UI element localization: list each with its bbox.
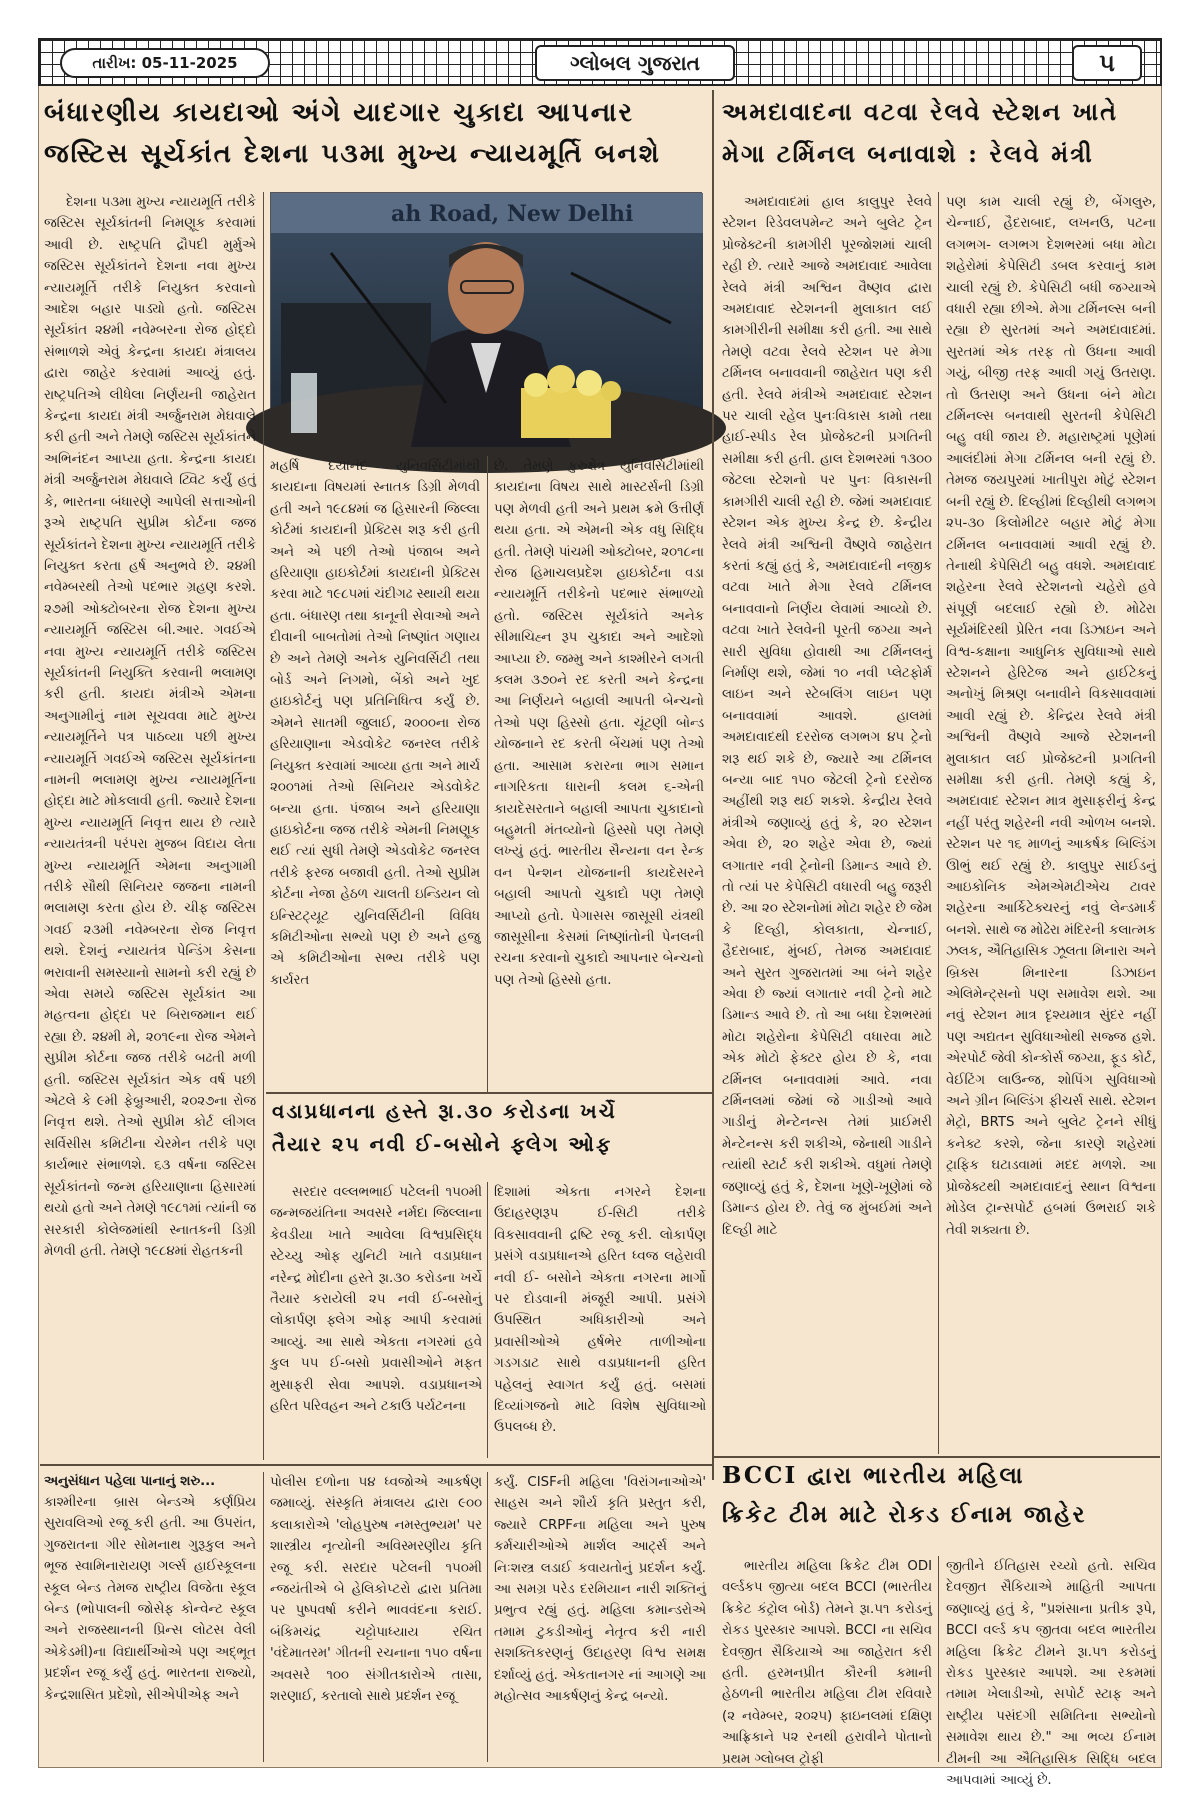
story2-column-1-text: અમદાવાદમાં હાલ કાલુપુર રેલવે સ્ટેશન રિડેવલપમેન્ટ અને બુલેટ ટ્રેન પ્રોજેક્ટની કામગીરી પૂરજોશમાં ચાલી રહી છે. ત્યારે આજે અમદાવાદ આવેલા રેલવે મંત્રી અશ્વિન વૈષ્ણવ દ્વારા અમદાવાદ સ્ટેશનની મુલાકાત લઈ કામગીરીની સમીક્ષા કરી હતી. આ સાથે તેમણે વટવા રેલવે સ્ટેશન પર મેગા ટર્મિનલ બનાવવાની જાહેરાત પણ કરી હતી. રેલવે મંત્રીએ અમદાવાદ સ્ટેશન પર ચાલી રહેલ પુનઃવિકાસ કામો તથા હાઈ-સ્પીડ રેલ પ્રોજેક્ટની પ્રગતિની સમીક્ષા કરી હતી. હાલ દેશભરમાં ૧૩૦૦ જેટલા સ્ટેશનો પર પુનઃ વિકાસની કામગીરી ચાલી રહી છે. જેમાં અમદાવાદ સ્ટેશન એક મુખ્ય કેન્દ્ર છે. કેન્દ્રીય રેલવે મંત્રી અશ્વિની વૈષ્ણવે જાહેરાત કરતાં કહ્યું હતું કે, અમદાવાદની નજીક વટવા ખાતે મેગા રેલવે ટર્મિનલ બનાવવાનો નિર્ણય લેવામાં આવ્યો છે. વટવા ખાતે રેલવેની પૂરતી જગ્યા અને સારી સુવિધા હોવાથી આ ટર્મિનલનું નિર્માણ થશે, જેમાં ૧૦ નવી પ્લેટફોર્મ લાઇન અને સ્ટેબલિંગ લાઇન પણ બનાવવામાં આવશે. હાલમાં અમદાવાદથી દરરોજ લગભગ ૪૫ ટ્રેનો શરૂ થઈ શકે છે, જ્યારે આ ટર્મિનલ બન્યા બાદ ૧૫૦ જેટલી ટ્રેનો દરરોજ અહીંથી શરૂ થઈ શકશે. કેન્દ્રીય રેલવે મંત્રીએ જણાવ્યું હતું કે, ૨૦ સ્ટેશન એવા છે, ૨૦ શહેર એવા છે, જ્યાં લગાતાર નવી ટ્રેનોની ડિમાન્ડ આવે છે. તો ત્યાં પર કેપેસિટી વધારવી બહુ જરૂરી છે. આ ૨૦ સ્ટેશનોમાં મોટા શહેર છે જેમ કે દિલ્હી, કોલકાતા, ચેન્નાઈ, હૈદરાબાદ, મુંબઈ, તેમજ અમદાવાદ અને સુરત ગુજરાતમાં આ બંને શહેર એવા છે જ્યાં લગાતાર નવી ટ્રેનો માટે ડિમાન્ડ આવે છે. તો આ બધા દેશભરમાં મોટા શહેરોના કેપેસિટી વધારવા માટે એક મોટો ફેક્ટર હોય છે કે, નવા ટર્મિનલ બનાવવામાં આવે. નવા ટર્મિનલમાં જેમાં જે ગાડીઓ આવે ગાડીનું મેન્ટેનન્સ તેમાં પ્રાઈમરી મેન્ટેનન્સ કરી શકીએ, જેનાથી ગાડીને ત્યાંથી સ્ટાર્ટ કરી શકીએ. વધુમાં તેમણે જણાવ્યું હતું કે, દેશના ખૂણે-ખૂણેમાં જે ડિમાન્ડ હોય છે. તેવું જ મુંબઈમાં અને દિલ્હી માટે xyxy=(722,195,932,1238)
story4-column-2 xyxy=(946,1556,1156,1789)
continued-column-2 xyxy=(270,1472,482,1762)
continued-column-2-text: પોલીસ દળોના ૫૪ ધ્વજોએ આકર્ષણ જમાવ્યું. સંસ્કૃતિ મંત્રાલય દ્વારા ૯૦૦ કલાકારોએ 'લોહપુરુષ નમસ્તુભ્યમ' પર શાસ્ત્રીય નૃત્યોની અવિસ્મરણીય કૃતિ રજૂ કરી. સરદાર પટેલની ૧૫૦મી ન્જયંતીએ બે હેલિકોપ્ટરો દ્વારા પ્રતિમા પર પુષ્પવર્ષા કરીને ભાવવંદના કરાઈ. બંકિમચંદ્ર ચટ્ટોપાધ્યાય રચિત 'વંદેમાતરમ' ગીતની રચનાના ૧૫૦ વર્ષના અવસરે ૧૦૦ સંગીતકારોએ તાસા, શરણાઈ, કરતાલો સાથે પ્રદર્શન રજૂ xyxy=(270,1475,482,1705)
story4-column-2-text: જીતીને ઈતિહાસ રચ્યો હતો. સચિવ દેવજીત સૈકિયાએ માહિતી આપતા જણાવ્યું હતું કે, "પ્રશંસાના પ્રતીક રૂપે, BCCI વર્લ્ડ કપ જીતવા બદલ ભારતીય મહિલા ક્રિકેટ ટીમને રૂા.૫૧ કરોડનું રોકડ પુરસ્કાર આપશે. આ રકમમાં તમામ ખેલાડીઓ, સપોર્ટ સ્ટાફ અને રાષ્ટ્રીય પસંદગી સમિતિના સભ્યોનો સમાવેશ થાય છે." આ ભવ્ય ઈનામ ટીમની આ ઐતિહાસિક સિદ્ધિ બદલ આપવામાં આવ્યું છે. xyxy=(946,1559,1156,1789)
section-rule xyxy=(714,1456,1160,1458)
story1-headline xyxy=(44,96,720,172)
story2-headline-line1: અમદાવાદના વટવા રેલવે સ્ટેશન ખાતે xyxy=(722,97,1118,126)
story2-column-2-text: પણ કામ ચાલી રહ્યું છે, બેંગલુરુ, ચેન્નાઈ, હૈદરાબાદ, લખનઉ, પટના લગભગ- લગભગ દેશભરમાં બધા મોટા શહેરોમાં કેપેસિટી ડબલ કરવાનું કામ ચાલી રહ્યું છે. કેપેસિટી બધી જગ્યાએ વધારી રહ્યા છીએ. મેગા ટર્મિનલ્સ બની રહ્યા છે સુરતમાં અને અમદાવાદમાં. સુરતમાં એક તરફ તો ઉધના આવી ગયું, બીજી તરફ આવી ગયું ઉતરાણ. તો ઉતરાણ અને ઉધના બંને મોટા ટર્મિનલ્સ બનવાથી સુરતની કેપેસિટી બહુ વધી જાય છે. મહારાષ્ટ્રમાં પૂણેમાં આલંદીમાં મેગા ટર્મિનલ બની રહ્યું છે. તેમજ જયપુરમાં ખાતીપુરા મોટું સ્ટેશન બની રહ્યું છે. દિલ્હીમાં દિલ્હીથી લગભગ ૨૫-૩૦ કિલોમીટર બહાર મોટું મેગા ટર્મિનલ બનાવવામાં આવી રહ્યું છે. તેનાથી કેપેસિટી બહુ વધશે. અમદાવાદ શહેરના રેલવે સ્ટેશનનો ચહેરો હવે સંપૂર્ણ બદલાઈ રહ્યો છે. મોઢેરા સૂર્યમંદિરથી પ્રેરિત નવા ડિઝાઇન અને વિશ્વ-કક્ષાના આધુનિક સુવિધાઓ સાથે સ્ટેશનને હેરિટેજ અને હાઈટેકનું અનોખું મિશ્રણ બનાવીને વિકસાવવામાં આવી રહ્યું છે. કેન્દ્રિય રેલવે મંત્રી અશ્વિની વૈષ્ણવે આજે સ્ટેશનની મુલાકાત લઈ પ્રોજેક્ટની પ્રગતિની સમીક્ષા કરી હતી. તેમણે કહ્યું કે, અમદાવાદ સ્ટેશન માત્ર મુસાફરીનું કેન્દ્ર નહીં પરંતુ શહેરની નવી ઓળખ બનશે. સ્ટેશન પર ૧૬ માળનું આકર્ષક બિલ્ડિંગ ઊભું થઈ રહ્યું છે. કાલુપુર સાઈડનું આઇકોનિક એમએમટીએચ ટાવર શહેરના આર્કિટેક્ચરનું નવું લેન્ડમાર્ક બનશે. સાથે જ મોઢેરા મંદિરની કલાત્મક ઝલક, ઐતિહાસિક ઝૂલતા મિનારા અને બ્રિક્સ મિનારના ડિઝાઇન એલિમેન્ટ્સનો પણ સમાવેશ થશે. આ નવું સ્ટેશન માત્ર દૃશ્યમાત્ર સુંદર નહીં પણ અદ્યતન સુવિધાઓથી સજ્જ હશે. એરપોર્ટ જેવી કોન્કોર્સ જગ્યા, ફૂડ કોર્ટ, વેઈટિંગ લાઉન્જ, શોપિંગ સુવિધાઓ અને ગ્રીન બિલ્ડિંગ ફીચર્સ સાથે. સ્ટેશન મેટ્રો, BRTS અને બુલેટ ટ્રેનને સીધું કનેક્ટ કરશે, જેના કારણે શહેરમાં ટ્રાફિક ઘટાડવામાં મદદ મળશે. આ પ્રોજેક્ટથી અમદાવાદનું સ્થાન વિશ્વના મોડેલ ટ્રાન્સપોર્ટ હબમાં ઉભરાઈ શકે તેવી શક્યતા છે. xyxy=(946,195,1156,1238)
story3-column-1 xyxy=(270,1182,482,1458)
story3-column-1-text: સરદાર વલ્લભભાઈ પટેલની ૧૫૦મી જન્મજયંતિના અવસરે નર્મદા જિલ્લાના કેવડીયા ખાતે આવેલા વિશ્વપ્રસિદ્ધ સ્ટેચ્યુ ઓફ યુનિટી ખાતે વડાપ્રધાન નરેન્દ્ર મોદીના હસ્તે રૂા.૩૦ કરોડના ખર્ચે તૈયાર કરાયેલી ૨૫ નવી ઈ-બસોનું લોકાર્પણ ફ્લેગ ઓફ આપી કરવામાં આવ્યું. આ સાથે એકતા નગરમાં હવે કુલ ૫૫ ઈ-બસો પ્રવાસીઓને મફત મુસાફરી સેવા આપશે. વડાપ્રધાનએ હરિત પરિવહન અને ટકાઉ પર્યટનના xyxy=(270,1185,482,1415)
story1-headline-line2: જસ્ટિસ સૂર્યકાંત દેશના ૫૩મા મુખ્ય ન્યાયમૂર્તિ બનશે xyxy=(44,139,661,170)
story1-column-1 xyxy=(44,192,256,1460)
section-rule xyxy=(40,1464,712,1466)
column-rule xyxy=(487,456,488,1092)
story2-column-1 xyxy=(722,192,932,1454)
story1-column-3 xyxy=(494,456,704,1092)
issue-date: તારીખ: 05-11-2025 xyxy=(60,48,270,78)
story3-headline xyxy=(272,1098,708,1158)
story4-headline xyxy=(722,1460,1158,1530)
story1-headline-line1: બંધારણીય કાયદાઓ અંગે યાદગાર ચુકાદા આપનાર xyxy=(44,98,634,128)
story2-headline xyxy=(722,96,1158,171)
photo-backdrop-text: ah Road, New Delhi xyxy=(391,201,634,227)
column-rule xyxy=(487,1182,488,1458)
story3-headline-line2: તૈયાર ૨૫ નવી ઈ-બસોને ફ્લેગ ઓફ xyxy=(272,1132,613,1156)
newspaper-title: ગ્લોબલ ગુજરાત xyxy=(535,45,735,81)
story4-headline-line1: BCCI દ્વારા ભારતીય મહિલા xyxy=(722,1462,1025,1489)
story1-column-2 xyxy=(270,456,480,1092)
section-rule xyxy=(266,1092,712,1094)
story1-column-3-text: છે. તેમણે કુરુક્ષેત્ર યુનિવર્સિટીમાંથી કાયદાના વિષય સાથે માસ્ટર્સની ડિગ્રી પણ મેળવી હતી અને પ્રથમ ક્રમે ઉત્તીર્ણ થયા હતા. એ એમની એક વધુ સિદ્ધિ હતી. તેમણે પાંચમી ઓક્ટોબર, ૨૦૧૮ના રોજ હિમાચલપ્રદેશ હાઇકોર્ટના વડા ન્યાયમૂર્તિ તરીકેનો પદભાર સંભાળ્યો હતો. જસ્ટિસ સૂર્યકાંતે અનેક સીમાચિહ્ન રૂપ ચુકાદા અને આદેશો આપ્યા છે. જમ્મુ અને કાશ્મીરને લગતી કલમ ૩૭૦ને રદ કરતી અને કેન્દ્રના આ નિર્ણયને બહાલી આપતી બેન્ચનો તેઓ પણ હિસ્સો હતા. ચૂંટણી બોન્ડ યોજનાને રદ કરતી બેંચમાં પણ તેઓ હતા. આસામ કરારના ભાગ સમાન નાગરિકતા ધારાની કલમ ૬-એની કાયદેસરતાને બહાલી આપતા ચુકાદાનો બહુમતી મંતવ્યોનો હિસ્સો પણ તેમણે લખ્યું હતું. ભારતીય સૈન્યના વન રેન્ક વન પેન્શન યોજનાની કાયદેસરને બહાલી આપતો ચુકાદો પણ તેમણે આપ્યો હતો. પેગાસસ જાસૂસી યંત્રથી જાસૂસીના કેસમાં નિષ્ણાંતોની પેનલની રચના કરવાનો ચુકાદો આપનાર બેન્ચનો પણ તેઓ હિસ્સો હતા. xyxy=(494,459,704,988)
story4-column-1-text: ભારતીય મહિલા ક્રિકેટ ટીમ ODI વર્લ્ડકપ જીત્યા બદલ BCCI (ભારતીય ક્રિકેટ કંટ્રોલ બોર્ડ) તેમને રૂા.૫૧ કરોડનું રોકડ પુરસ્કાર આપશે. BCCI ના સચિવ દેવજીત સૈકિયાએ આ જાહેરાત કરી હતી. હરમનપ્રીત કૌરની કમાની હેઠળની ભારતીય મહિલા ટીમ રવિવારે (૨ નવેમ્બર, ૨૦૨૫) ફાઇનલમાં દક્ષિણ આફ્રિકાને ૫૨ રનથી હરાવીને પોતાનો પ્રથમ ગ્લોબલ ટ્રોફી xyxy=(722,1559,932,1767)
column-rule xyxy=(938,192,939,1454)
continued-heading xyxy=(44,1472,256,1492)
justice-photo-illustration xyxy=(271,193,703,447)
justice-photo xyxy=(270,192,702,446)
continued-column-3 xyxy=(494,1472,706,1762)
story4-headline-line2: ક્રિકેટ ટીમ માટે રોકડ ઈનામ જાહેર xyxy=(722,1501,1087,1529)
story3-headline-line1: વડાપ્રધાનના હસ્તે રૂા.૩૦ કરોડના ખર્ચે xyxy=(272,1099,617,1123)
column-rule xyxy=(487,1472,488,1762)
story4-column-1 xyxy=(722,1556,932,1767)
story2-column-2 xyxy=(946,192,1156,1454)
story2-headline-line2: મેગા ટર્મિનલ બનાવાશે : રેલવે મંત્રી xyxy=(722,139,1094,169)
masthead xyxy=(38,38,1162,86)
story3-column-2-text: દિશામાં એકતા નગરને દેશના ઉદાહરણરૂપ ઈ-સિટી તરીકે વિકસાવવાની દ્રષ્ટિ રજૂ કરી. લોકાર્પણ પ્રસંગે વડાપ્રધાનએ હરિત ધ્વજ લહેરાવી નવી ઈ- બસોને એકતા નગરના માર્ગો પર દોડવાની મંજૂરી આપી. પ્રસંગે ઉપસ્થિત અધિકારીઓ અને પ્રવાસીઓએ હર્ષભેર તાળીઓના ગડગડાટ સાથે વડાપ્રધાનની હરિત પહેલનું સ્વાગત કર્યું હતું. બસમાં દિવ્યાંગજનો માટે વિશેષ સુવિધાઓ ઉપલબ્ધ છે. xyxy=(494,1185,706,1436)
column-rule xyxy=(263,192,264,1460)
story1-column-2-text: મહર્ષિ દયાનંદ યુનિવર્સિટીમાંથી કાયદાના વિષયમાં સ્નાતક ડિગ્રી મેળવી હતી અને ૧૯૮૪માં જ હિસારની જિલ્લા કોર્ટમાં કાયદાની પ્રેક્ટિસ શરૂ કરી હતી અને એ પછી તેઓ પંજાબ અને હરિયાણા હાઇકોર્ટમાં કાયદાની પ્રેક્ટિસ કરવા માટે ૧૯૮૫માં ચંદીગઢ સ્થાયી થયા હતા. બંધારણ તથા કાનૂની સેવાઓ અને દીવાની બાબતોમાં તેઓ નિષ્ણાંત ગણાય છે અને તેમણે અનેક યુનિવર્સિટી તથા બોર્ડ અને નિગમો, બેંકો અને ખુદ હાઇકોર્ટનું પણ પ્રતિનિધિત્વ કર્યું છે. એમને સાતમી જુલાઈ, ૨૦૦૦ના રોજ હરિયાણાના એડવોકેટ જનરલ તરીકે નિયુક્ત કરવામાં આવ્યા હતા અને માર્ચ ૨૦૦૧માં તેઓ સિનિયર એડવોકેટ બન્યા હતા. પંજાબ અને હરિયાણા હાઇકોર્ટના જજ તરીકે એમની નિમણૂક થઈ ત્યાં સુધી તેમણે એડવોકેટ જનરલ તરીકે ફરજ બજાવી હતી. તેઓ સુપ્રીમ કોર્ટના નેજા હેઠળ ચાલતી ઇન્ડિયન લો ઇન્સ્ટિટ્યૂટ યુનિવર્સિટીની વિવિધ કમિટીઓના સભ્યો પણ છે અને હજુ એ કમિટીઓના સભ્ય તરીકે પણ કાર્યરત xyxy=(270,459,480,988)
continued-column-1 xyxy=(44,1492,256,1762)
page-number: ૫ xyxy=(1072,45,1142,81)
column-rule xyxy=(263,1472,264,1762)
story3-column-2 xyxy=(494,1182,706,1458)
section-rule xyxy=(712,90,714,1480)
continued-heading-text: અનુસંધાન પહેલા પાનાનું શરુ... xyxy=(44,1474,216,1489)
continued-column-3-text: કર્યું. CISFની મહિલા 'વિરાંગનાઓએ' સાહસ અને શૌર્ય કૃતિ પ્રસ્તુત કરી, જ્યારે CRPFના મહિલા અને પુરુષ કર્મચારીઓએ માર્શલ આર્ટ્સ અને નિઃશસ્ત્ર લડાઈ કવાયતોનું પ્રદર્શન કર્યું. આ સમગ્ર પરેડ દરમિયાન નારી શક્તિનું પ્રભુત્વ રહ્યું હતું. મહિલા કમાન્ડરોએ તમામ ટુકડીઓનું નેતૃત્વ કરી નારી સશક્તિકરણનું ઉદાહરણ વિશ્વ સમક્ષ દર્શાવ્યું હતું. એકતાનગર નાં આગણે આ મહોત્સવ આકર્ષણનું કેન્દ્ર બન્યો. xyxy=(494,1475,706,1705)
story1-column-1-text: દેશના ૫૩મા મુખ્ય ન્યાયમૂર્તિ તરીકે જસ્ટિસ સૂર્યકાંતની નિમણૂક કરવામાં આવી છે. રાષ્ટ્રપતિ દ્રૌપદી મુર્મુએ જસ્ટિસ સૂર્યકાંતને દેશના નવા મુખ્ય ન્યાયમૂર્તિ તરીકે નિયુક્ત કરવાનો આદેશ બહાર પાડ્યો હતો. જસ્ટિસ સૂર્યકાંત ૨૪મી નવેમ્બરના રોજ હોદ્દો સંભાળશે એવું કેન્દ્રના કાયદા મંત્રાલય દ્વારા જાહેર કરવામાં આવ્યું હતું. રાષ્ટ્રપતિએ લીધેલા નિર્ણયની જાહેરાત કેન્દ્રના કાયદા મંત્રી અર્જુનરામ મેઘવાલે કરી હતી અને તેમણે જસ્ટિસ સૂર્યકાંતને અભિનંદન આપ્યા હતા. કેન્દ્રના કાયદા મંત્રી અર્જુનરામ મેઘવાલે ટ્વિટ કર્યું હતું કે, ભારતના બંધારણે આપેલી સત્તાઓની રૂએ રાષ્ટ્રપતિ સુપ્રીમ કોર્ટના જજ સૂર્યકાંતને દેશના મુખ્ય ન્યાયમૂર્તિ તરીકે નિયુક્ત કરતા હર્ષ અનુભવે છે. ૨૪મી નવેમ્બરથી તેઓ પદભાર ગ્રહણ કરશે. ૨૭મી ઓક્ટોબરના રોજ દેશના મુખ્ય ન્યાયમૂર્તિ જસ્ટિસ બી.આર. ગવઈએ નવા મુખ્ય ન્યાયમૂર્તિ તરીકે જસ્ટિસ સૂર્યકાંતની નિયુક્તિ કરવાની ભલામણ કરી હતી. કાયદા મંત્રીએ એમના અનુગામીનું નામ સૂચવવા માટે મુખ્ય ન્યાયમૂર્તિને પત્ર પાઠવ્યા પછી મુખ્ય ન્યાયમૂર્તિ ગવઈએ જસ્ટિસ સૂર્યકાંતના નામની ભલામણ મુખ્ય ન્યાયમૂર્તિના હોદ્દા માટે મોકલાવી હતી. જ્યારે દેશના મુખ્ય ન્યાયમૂર્તિ નિવૃત્ત થાય છે ત્યારે ન્યાયતંત્રની પરંપરા મુજબ વિદાય લેતા મુખ્ય ન્યાયમૂર્તિ એમના અનુગામી તરીકે સૌથી સિનિયર જજના નામની ભલામણ કરતા હોય છે. ચીફ જસ્ટિસ ગવઈ ૨૩મી નવેમ્બરના રોજ નિવૃત્ત થશે. દેશનું ન્યાયતંત્ર પેન્ડિંગ કેસના ભરાવાની સમસ્યાનો સામનો કરી રહ્યું છે એવા સમયે જસ્ટિસ સૂર્યકાંત આ મહત્વના હોદ્દા પર બિરાજમાન થઈ રહ્યા છે. ૨૪મી મે, ૨૦૧૯ના રોજ એમને સુપ્રીમ કોર્ટના જજ તરીકે બઢતી મળી હતી. જસ્ટિસ સૂર્યકાંત એક વર્ષ પછી એટલે કે ૯મી ફેબ્રુઆરી, ૨૦૨૭ના રોજ નિવૃત્ત થશે. તેઓ સુપ્રીમ કોર્ટ લીગલ સર્વિસીસ કમિટીના ચેરમેન તરીકે પણ કાર્યભાર સંભાળશે. ૬૩ વર્ષના જસ્ટિસ સૂર્યકાંતનો જન્મ હરિયાણાના હિસારમાં થયો હતો અને તેમણે ૧૯૮૧માં ત્યાંની જ સરકારી કોલેજમાંથી સ્નાતકની ડિગ્રી મેળવી હતી. તેમણે ૧૯૮૪માં રોહતકની xyxy=(44,195,256,1259)
column-rule xyxy=(938,1556,939,1762)
continued-column-1-text: કાશ્મીરના બ્રાસ બેન્ડએ કર્ણપ્રિય સુરાવલિઓ રજૂ કરી હતી. આ ઉપરાંત, ગુજરાતના ગીર સોમનાથ ગુરૂકુલ અને ભૂજ સ્વામિનારાયણ ગર્લ્સ હાઈસ્કૂલના સ્કૂલ બેન્ડ તેમજ રાષ્ટ્રીય વિજેતા સ્કૂલ બેન્ડ (ભોપાલની જોસેફ કોન્વેન્ટ સ્કૂલ અને રાજસ્થાનની પ્રિન્સ લોટસ વેલી એકેડમી)ના વિદ્યાર્થીઓએ પણ અદ્ભૂત પ્રદર્શન રજૂ કર્યું હતું. ભારતના રાજ્યો, કેન્દ્રશાસિત પ્રદેશો, સીએપીએફ અને xyxy=(44,1495,256,1703)
